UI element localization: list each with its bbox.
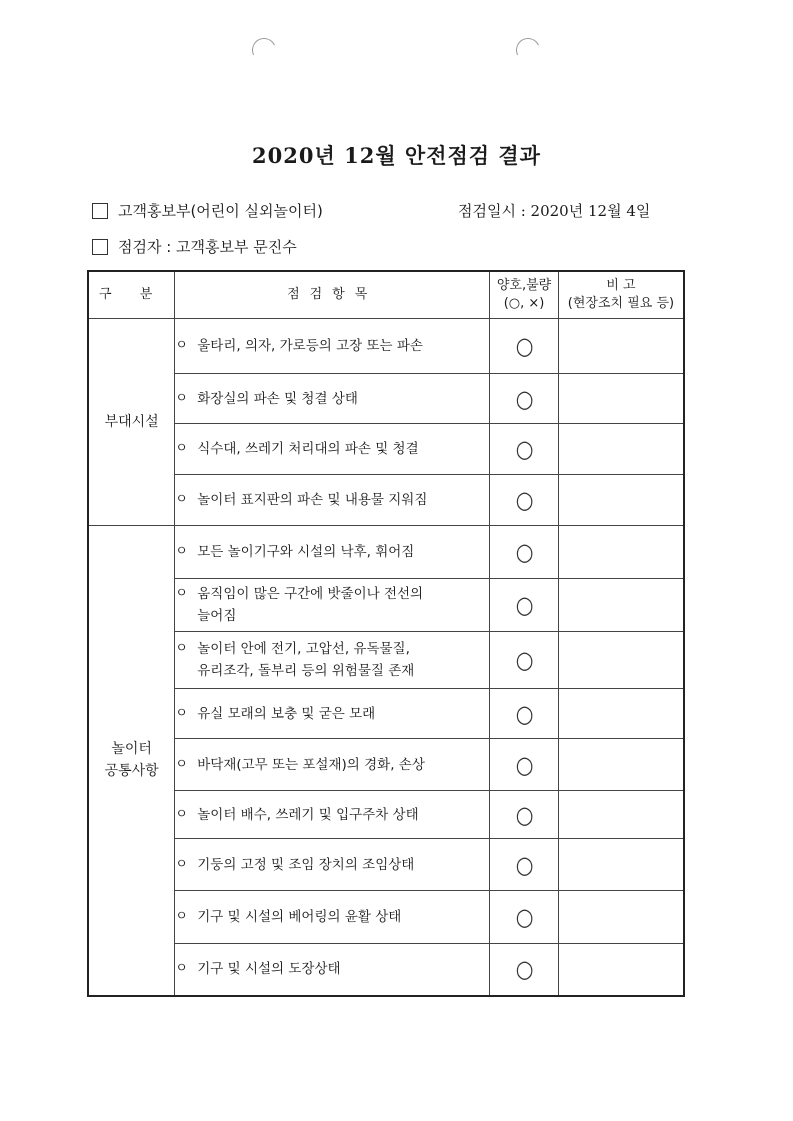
grade-cell: [490, 739, 559, 791]
note-cell: [558, 424, 684, 475]
item-text: 기구 및 시설의 베어링의 윤활 상태: [197, 909, 402, 925]
item-cell: [175, 891, 490, 944]
punch-hole-left: [249, 35, 280, 66]
item-text: 모든 놀이기구와 시설의 낙후, 휘어짐: [197, 544, 415, 560]
bullet-icon: ㅇ: [175, 806, 188, 822]
bullet-icon: ㅇ: [175, 961, 188, 977]
header-note-line2: (현장조치 필요 등): [567, 296, 675, 311]
grade-cell: [490, 319, 559, 374]
grade-cell: [490, 632, 559, 689]
grade-cell: [490, 689, 559, 739]
bullet-icon: ㅇ: [175, 544, 188, 559]
department-line: [92, 200, 323, 221]
grade-cell: [490, 475, 559, 526]
header-grade-line2: (○, ×): [503, 296, 545, 311]
grade-mark: ○: [515, 750, 533, 779]
note-cell: [558, 374, 684, 424]
header-item: 점검항목: [175, 271, 490, 319]
item-cell: [175, 632, 490, 689]
grade-mark: ○: [515, 435, 533, 463]
grade-mark: ○: [515, 538, 533, 566]
grade-cell: [490, 839, 559, 891]
note-cell: [558, 944, 684, 996]
note-cell: [558, 475, 684, 526]
bullet-icon: ㅇ: [175, 338, 188, 353]
item-text-line2: 유리조각, 돌부리 등의 위험물질 존재: [197, 663, 415, 679]
item-text: 식수대, 쓰레기 처리대의 파손 및 청결: [197, 441, 419, 457]
item-text: 움직임이 많은 구간에 밧줄이나 전선의: [197, 586, 424, 602]
note-cell: [558, 632, 684, 689]
item-text-line2: 늘어짐: [197, 608, 237, 624]
table-row: [88, 944, 684, 996]
table-row: [88, 475, 684, 526]
table-row: [88, 319, 684, 374]
item-cell: [175, 739, 490, 791]
header-note-line1: 비 고: [606, 278, 636, 293]
inspection-date: [458, 200, 650, 221]
grade-mark: ○: [515, 903, 533, 931]
bullet-icon: ㅇ: [175, 856, 188, 872]
item-cell: [175, 424, 490, 475]
item-text: 바닥재(고무 또는 포설재)의 경화, 손상: [197, 756, 425, 773]
item-cell: [175, 791, 490, 839]
table-row: [88, 689, 684, 739]
item-text: 놀이터 안에 전기, 고압선, 유독물질,: [197, 641, 410, 657]
item-text: 기구 및 시설의 도장상태: [197, 961, 341, 978]
grade-mark: ○: [515, 699, 533, 728]
grade-mark: ○: [515, 646, 533, 674]
grade-mark: ○: [515, 486, 533, 514]
table-row: [88, 891, 684, 944]
item-text: 놀이터 배수, 쓰레기 및 입구주차 상태: [197, 806, 419, 823]
inspector-line: [92, 236, 297, 257]
note-cell: [558, 689, 684, 739]
inspection-date-text: 점검일시 : 2020년 12월 4일: [458, 202, 651, 220]
grade-mark: ○: [515, 955, 533, 984]
table-row: [88, 579, 684, 632]
grade-cell: [490, 791, 559, 839]
note-cell: [558, 319, 684, 374]
item-text: 유실 모래의 보충 및 굳은 모래: [197, 705, 376, 722]
item-cell: [175, 839, 490, 891]
grade-cell: [490, 424, 559, 475]
item-text: 기둥의 고정 및 조임 장치의 조임상태: [197, 856, 415, 873]
grade-cell: [490, 526, 559, 579]
header-note: [558, 271, 684, 319]
table-row: [88, 526, 684, 579]
table-row: [88, 374, 684, 424]
bullet-icon: ㅇ: [175, 586, 188, 601]
grade-mark: ○: [515, 384, 533, 413]
item-text: 화장실의 파손 및 청결 상태: [197, 390, 358, 407]
grade-cell: [490, 374, 559, 424]
item-cell: [175, 475, 490, 526]
inspection-table: [87, 270, 685, 997]
bullet-icon: ㅇ: [175, 641, 188, 656]
table-row: [88, 791, 684, 839]
bullet-icon: ㅇ: [175, 705, 188, 721]
note-cell: [558, 739, 684, 791]
item-cell: [175, 944, 490, 996]
item-text: 울타리, 의자, 가로등의 고장 또는 파손: [197, 338, 423, 354]
table-row: [88, 632, 684, 689]
grade-cell: [490, 891, 559, 944]
checkbox-icon: [92, 239, 108, 255]
note-cell: [558, 526, 684, 579]
grade-mark: ○: [515, 800, 533, 829]
category-line2: 공통사항: [104, 763, 159, 780]
category-line1: 놀이터: [111, 741, 152, 758]
bullet-icon: ㅇ: [175, 909, 188, 924]
page-title: 2020년 12월 안전점검 결과: [252, 143, 541, 168]
item-cell: [175, 526, 490, 579]
note-cell: [558, 839, 684, 891]
table-row: [88, 839, 684, 891]
table-row: [88, 739, 684, 791]
header-grade: [490, 271, 559, 319]
item-cell: [175, 374, 490, 424]
bullet-icon: ㅇ: [175, 441, 188, 456]
item-text: 놀이터 표지판의 파손 및 내용물 지워짐: [197, 492, 428, 508]
department-text: 고객홍보부(어린이 실외놀이터): [118, 202, 323, 220]
grade-mark: ○: [515, 850, 533, 879]
note-cell: [558, 791, 684, 839]
item-cell: [175, 579, 490, 632]
bullet-icon: ㅇ: [175, 390, 188, 406]
grade-mark: ○: [515, 591, 533, 619]
header-grade-line1: 양호,불량: [496, 278, 552, 293]
item-cell: [175, 319, 490, 374]
category-cell: [88, 526, 175, 996]
note-cell: [558, 579, 684, 632]
note-cell: [558, 891, 684, 944]
table-header-row: [88, 271, 684, 319]
bullet-icon: ㅇ: [175, 756, 188, 772]
checkbox-icon: [92, 203, 108, 219]
category-cell: 부대시설: [88, 319, 175, 526]
inspector-text: 점검자 : 고객홍보부 문진수: [118, 238, 297, 256]
item-cell: [175, 689, 490, 739]
bullet-icon: ㅇ: [175, 492, 188, 507]
grade-cell: [490, 579, 559, 632]
table-row: [88, 424, 684, 475]
punch-hole-right: [513, 35, 544, 66]
header-category: 구 분: [88, 271, 175, 319]
grade-cell: [490, 944, 559, 996]
grade-mark: ○: [515, 332, 533, 360]
